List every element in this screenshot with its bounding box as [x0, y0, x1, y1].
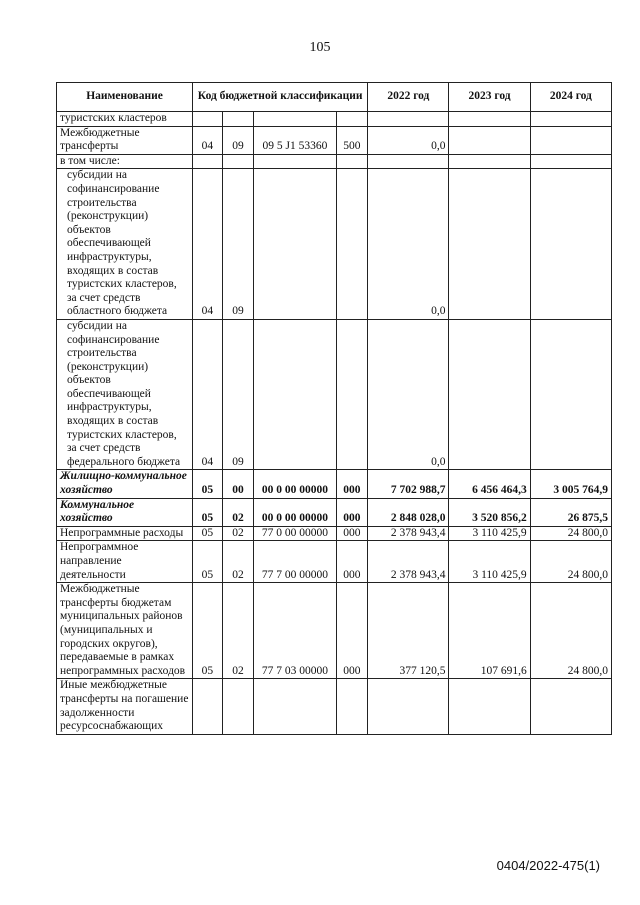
table-cell-2023: [449, 319, 530, 470]
table-cell-expense-type: [336, 319, 368, 470]
table-cell-subsection: 02: [222, 583, 254, 679]
table-cell-2024: [530, 679, 611, 734]
header-year-2024: 2024 год: [530, 83, 611, 112]
table-cell-subsection: 02: [222, 526, 254, 541]
document-code: 0404/2022-475(1): [496, 858, 600, 873]
table-cell-expense-type: 000: [336, 498, 368, 526]
table-cell-target-code: [254, 679, 336, 734]
table-cell-2022: 2 848 028,0: [368, 498, 449, 526]
table-header-row: [57, 83, 612, 112]
table-cell-2022: [368, 154, 449, 169]
table-cell-2024: 3 005 764,9: [530, 470, 611, 498]
page-number: 105: [309, 40, 331, 55]
table-row: [57, 498, 612, 526]
table-cell-target-code: [254, 154, 336, 169]
table-cell-subsection: [222, 679, 254, 734]
table-cell-2024: 26 875,5: [530, 498, 611, 526]
table-row: [57, 126, 612, 154]
table-cell-section: [193, 679, 223, 734]
table-cell-2023: 3 110 425,9: [449, 526, 530, 541]
table-cell-target-code: [254, 112, 336, 127]
table-cell-subsection: 02: [222, 541, 254, 583]
table-cell-name: Межбюджетные трансферты: [57, 126, 193, 154]
table-cell-2022: 0,0: [368, 169, 449, 320]
table-cell-section: [193, 112, 223, 127]
table-cell-target-code: [254, 169, 336, 320]
table-row: [57, 583, 612, 679]
table-cell-2022: [368, 112, 449, 127]
table-cell-2024: [530, 154, 611, 169]
table-cell-2024: 24 800,0: [530, 526, 611, 541]
table-cell-2023: 3 520 856,2: [449, 498, 530, 526]
table-cell-name: Иные межбюджетные трансферты на погашение задолженности ресурсоснабжающих: [57, 679, 193, 734]
table-cell-target-code: 77 0 00 00000: [254, 526, 336, 541]
table-cell-expense-type: [336, 112, 368, 127]
table-cell-2022: 377 120,5: [368, 583, 449, 679]
table-cell-section: 04: [193, 169, 223, 320]
table-cell-2022: [368, 679, 449, 734]
table-cell-name: Жилищно-коммунальное хозяйство: [57, 470, 193, 498]
table-cell-name: в том числе:: [57, 154, 193, 169]
table-cell-target-code: 09 5 J1 53360: [254, 126, 336, 154]
table-cell-2024: 24 800,0: [530, 541, 611, 583]
table-row: [57, 112, 612, 127]
table-cell-2024: [530, 319, 611, 470]
table-cell-expense-type: [336, 169, 368, 320]
table-cell-2023: 3 110 425,9: [449, 541, 530, 583]
table-cell-2023: [449, 679, 530, 734]
table-cell-section: 04: [193, 126, 223, 154]
header-year-2022: 2022 год: [368, 83, 449, 112]
table-cell-name: субсидии на софинансирование строительства (реконструкции) объектов обеспечивающей инфраструктуры, входящих в состав туристских кластеров, за счет средств областного бюджета: [57, 169, 193, 320]
header-code: Код бюджетной классификации: [193, 83, 368, 112]
table-cell-section: 05: [193, 526, 223, 541]
header-year-2023: 2023 год: [449, 83, 530, 112]
table-cell-2023: 107 691,6: [449, 583, 530, 679]
table-cell-2023: [449, 126, 530, 154]
table-row: [57, 154, 612, 169]
table-cell-2024: [530, 169, 611, 320]
table-cell-name: Межбюджетные трансферты бюджетам муниципальных районов (муниципальных и городских округов), передаваемые в рамках непрограммных расходов: [57, 583, 193, 679]
table-cell-2022: 2 378 943,4: [368, 541, 449, 583]
table-cell-name: туристских кластеров: [57, 112, 193, 127]
table-row: [57, 679, 612, 734]
table-cell-name: Непрограммное направление деятельности: [57, 541, 193, 583]
table-cell-section: 05: [193, 498, 223, 526]
table-cell-subsection: [222, 154, 254, 169]
table-cell-2023: [449, 154, 530, 169]
table-cell-target-code: 00 0 00 00000: [254, 470, 336, 498]
table-cell-expense-type: [336, 679, 368, 734]
table-cell-expense-type: 000: [336, 526, 368, 541]
table-cell-subsection: 09: [222, 169, 254, 320]
table-cell-subsection: 02: [222, 498, 254, 526]
table-cell-section: 05: [193, 583, 223, 679]
table-cell-target-code: 00 0 00 00000: [254, 498, 336, 526]
table-cell-section: 04: [193, 319, 223, 470]
table-cell-target-code: [254, 319, 336, 470]
table-cell-2022: 2 378 943,4: [368, 526, 449, 541]
table-cell-expense-type: 000: [336, 541, 368, 583]
table-cell-2024: [530, 112, 611, 127]
table-row: [57, 319, 612, 470]
budget-table: [56, 82, 612, 735]
table-cell-expense-type: 000: [336, 583, 368, 679]
table-cell-subsection: 09: [222, 126, 254, 154]
table-cell-2023: [449, 112, 530, 127]
table-cell-2022: 7 702 988,7: [368, 470, 449, 498]
header-name: Наименование: [57, 83, 193, 112]
table-cell-expense-type: [336, 154, 368, 169]
table-cell-subsection: 00: [222, 470, 254, 498]
table-row: [57, 541, 612, 583]
table-cell-target-code: 77 7 03 00000: [254, 583, 336, 679]
table-cell-2022: 0,0: [368, 319, 449, 470]
table-cell-subsection: 09: [222, 319, 254, 470]
table-cell-section: 05: [193, 541, 223, 583]
table-cell-target-code: 77 7 00 00000: [254, 541, 336, 583]
table-cell-2023: [449, 169, 530, 320]
table-cell-2024: [530, 126, 611, 154]
table-cell-expense-type: 000: [336, 470, 368, 498]
table-cell-2023: 6 456 464,3: [449, 470, 530, 498]
table-cell-section: 05: [193, 470, 223, 498]
table-cell-section: [193, 154, 223, 169]
table-cell-2022: 0,0: [368, 126, 449, 154]
table-cell-name: субсидии на софинансирование строительства (реконструкции) объектов обеспечивающей инфраструктуры, входящих в состав туристских кластеров, за счет средств федерального бюджета: [57, 319, 193, 470]
table-cell-expense-type: 500: [336, 126, 368, 154]
table-cell-2024: 24 800,0: [530, 583, 611, 679]
table-row: [57, 526, 612, 541]
table-cell-name: Непрограммные расходы: [57, 526, 193, 541]
table-row: [57, 470, 612, 498]
table-row: [57, 169, 612, 320]
table-cell-name: Коммунальное хозяйство: [57, 498, 193, 526]
table-cell-subsection: [222, 112, 254, 127]
